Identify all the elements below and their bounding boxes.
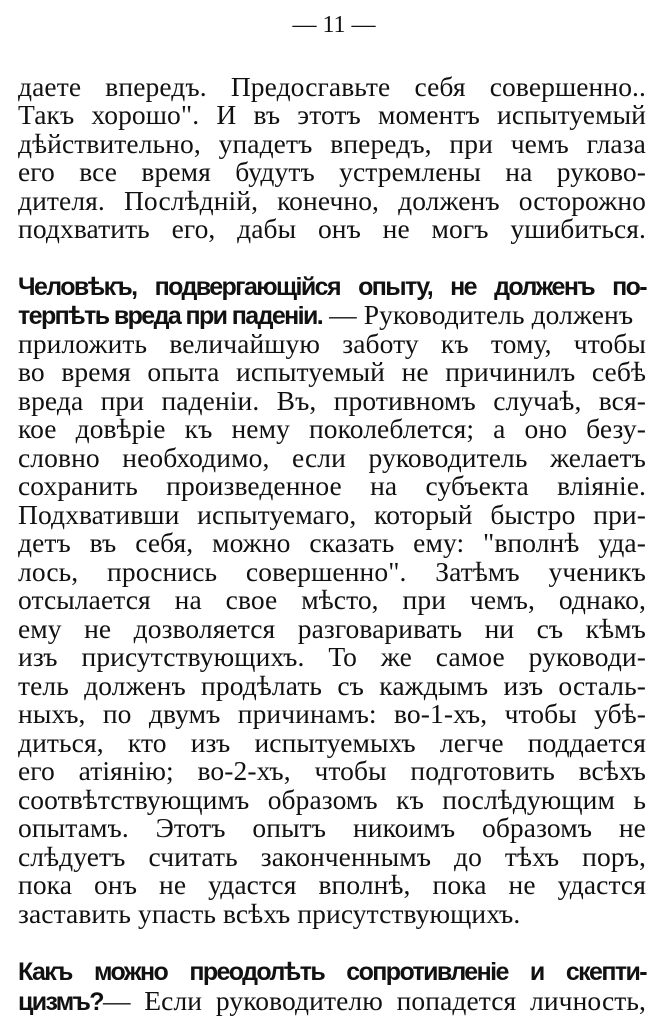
- text-line: лось, проснись совершенно". Затѣмъ ученикъ: [18, 556, 646, 587]
- text-line: ему не дозволяется разговаривать ни съ кѣмъ: [18, 613, 646, 644]
- text-line: словно необходимо, если руководитель желаетъ: [18, 442, 646, 473]
- text-line: Подхвативши испытуемаго, который быстро при-: [18, 499, 646, 530]
- paragraph-start: — Руководитель долженъ: [322, 299, 634, 330]
- text-line: тель долженъ продѣлать съ каждымъ изъ осталь-: [18, 670, 646, 701]
- text-line: слѣдуетъ считать законченнымъ до тѣхъ поръ,: [18, 841, 646, 872]
- text-line: подхватить его, дабы онъ не могъ ушибиться.: [18, 213, 646, 244]
- text-line: заставить упасть всѣхъ присутствующихъ.: [18, 898, 521, 929]
- text-line: Такъ хорошо". И въ этотъ моментъ испытуемый: [18, 99, 646, 130]
- text-line: вреда при паденiи. Въ, противномъ случаѣ, вся-: [18, 385, 646, 416]
- text-line: дителя. Послѣднiй, конечно, долженъ осторожно: [18, 185, 646, 216]
- text-line: его атiянiю; во-2-хъ, чтобы подготовить всѣхъ: [18, 755, 646, 786]
- text-line: сохранить произведенное на субъекта влiянiе.: [18, 470, 646, 501]
- text-line: детъ въ себя, можно сказать ему: "вполнѣ уда-: [18, 527, 646, 558]
- page-number: — 11 —: [292, 12, 376, 38]
- section-heading-continuation: цизмъ?: [18, 988, 103, 1016]
- text-line: дѣйствительно, упадетъ впередъ, при чемъ глаза: [18, 128, 646, 159]
- text-line: [18, 984, 646, 1019]
- text-line: соотвѣтствующимъ образомъ къ послѣдующим ь: [18, 784, 646, 815]
- text-line: даете впередъ. Предосгавьте себя совершенно..: [18, 71, 646, 102]
- text-line: приложить величайшую заботу къ тому, чтобы: [18, 328, 646, 359]
- section-heading: Какъ можно преодолѣть сопротивленiе и скепти-: [18, 958, 646, 986]
- text-line: кое довѣрiе къ нему поколеблется; а оно безу-: [18, 413, 646, 444]
- section-heading-continuation: терпѣть вреда при паденiи.: [18, 302, 323, 330]
- paragraph-start: — Если руководителю попадется личность,: [102, 985, 646, 1016]
- text-line: ныхъ, по двумъ причинамъ: во-1-хъ, чтобы убѣ-: [18, 698, 646, 729]
- text-line: во время опыта испытуемый не причинилъ себѣ: [18, 356, 646, 387]
- text-line: отсылается на свое мѣсто, при чемъ, однако,: [18, 584, 646, 615]
- text-line: его все время будутъ устремлены на руково-: [18, 156, 646, 187]
- text-line: диться, кто изъ испытуемыхъ легче поддается: [18, 727, 646, 758]
- text-line: опытамъ. Этотъ опытъ никоимъ образомъ не: [18, 812, 646, 843]
- text-line: изъ присутствующихъ. То же самое руководи-: [18, 641, 646, 672]
- text-line: пока онъ не удастся вполнѣ, пока не удастся: [18, 869, 646, 900]
- section-heading: Человѣкъ, подвергающiйся опыту, не долженъ по-: [18, 273, 646, 301]
